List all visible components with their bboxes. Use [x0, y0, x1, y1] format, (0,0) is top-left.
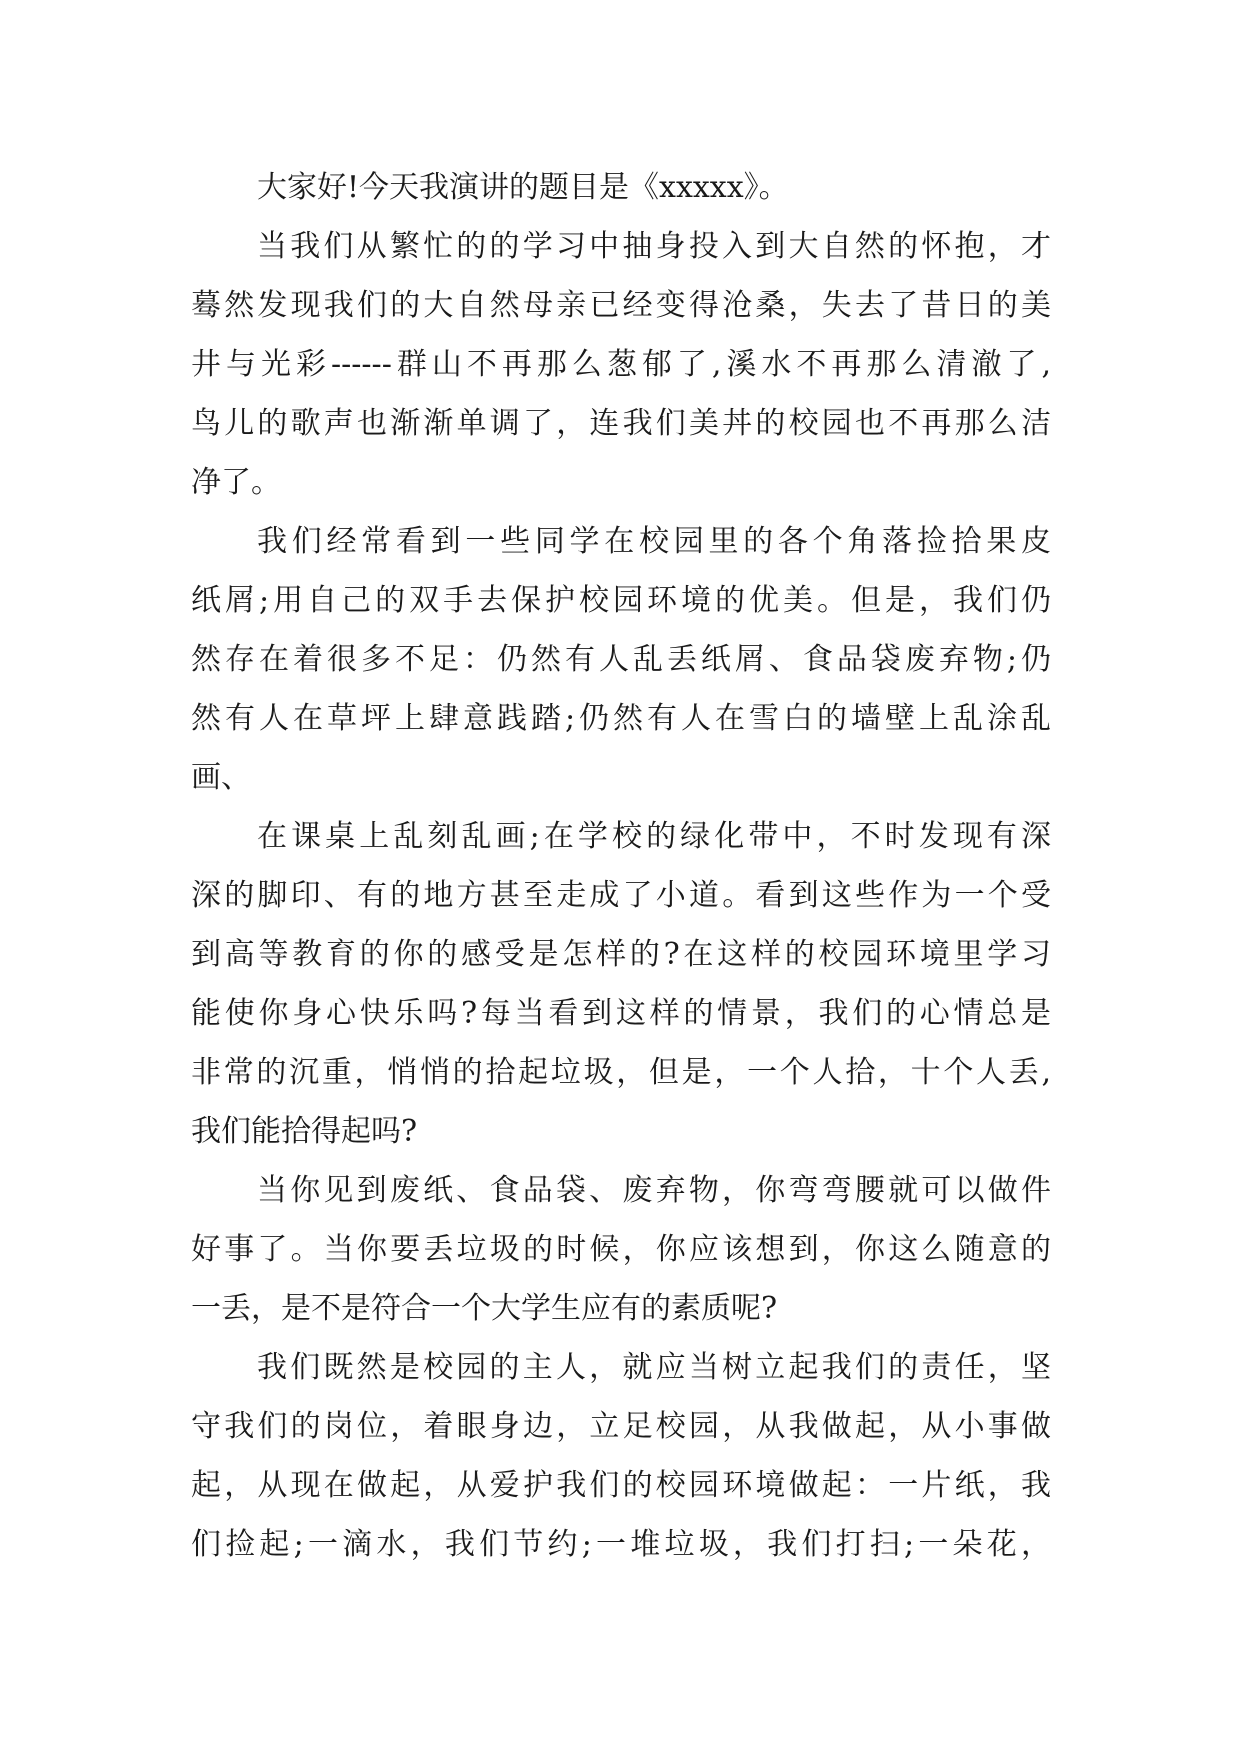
paragraph-2-line-3: 井与光彩------群山不再那么葱郁了,溪水不再那么清澈了, — [191, 347, 1051, 382]
paragraph-4-line-1: 在课桌上乱刻乱画;在学校的绿化带中，不时发现有深 — [257, 819, 1051, 854]
paragraph-6-line-2: 守我们的岗位，着眼身边，立足校园，从我做起，从小事做 — [191, 1409, 1051, 1444]
paragraph-4-line-4: 能使你身心快乐吗?每当看到这样的情景，我们的心情总是 — [191, 996, 1051, 1031]
paragraph-2-line-4: 鸟儿的歌声也渐渐单调了，连我们美丼的校园也不再那么洁 — [191, 406, 1051, 441]
paragraph-6-line-3: 起，从现在做起，从爱护我们的校园环境做起：一片纸，我 — [191, 1468, 1051, 1503]
paragraph-4-line-3: 到高等教育的你的感受是怎样的?在这样的校园环境里学习 — [191, 937, 1051, 972]
paragraph-2-line-5: 净了。 — [191, 465, 281, 500]
paragraph-6-line-1: 我们既然是校园的主人，就应当树立起我们的责任，坚 — [257, 1350, 1051, 1385]
paragraph-3-line-4: 然有人在草坪上肆意践踏;仍然有人在雪白的墙壁上乱涂乱 — [191, 701, 1051, 736]
paragraph-3-line-5: 画、 — [191, 760, 251, 795]
paragraph-3-line-1: 我们经常看到一些同学在校园里的各个角落捡拾果皮 — [257, 524, 1051, 559]
paragraph-6-line-4: 们捡起;一滴水，我们节约;一堆垃圾，我们打扫;一朵花， — [191, 1527, 1051, 1562]
paragraph-3-line-3: 然存在着很多不足：仍然有人乱丢纸屑、食品袋废弃物;仍 — [191, 642, 1051, 677]
paragraph-3-line-2: 纸屑;用自己的双手去保护校园环境的优美。但是，我们仍 — [191, 583, 1051, 618]
paragraph-2-line-1: 当我们从繁忙的的学习中抽身投入到大自然的怀抱，才 — [257, 229, 1051, 264]
paragraph-4-line-6: 我们能拾得起吗? — [191, 1114, 418, 1149]
paragraph-5-line-2: 好事了。当你要丢垃圾的时候，你应该想到，你这么随意的 — [191, 1232, 1051, 1267]
paragraph-5-line-3: 一丢，是不是符合一个大学生应有的素质呢? — [191, 1291, 778, 1326]
paragraph-2-line-2: 蓦然发现我们的大自然母亲已经变得沧桑，失去了昔日的美 — [191, 288, 1051, 323]
paragraph-1-line-1: 大家好!今天我演讲的题目是《xxxxx》。 — [257, 170, 789, 205]
paragraph-4-line-2: 深的脚印、有的地方甚至走成了小道。看到这些作为一个受 — [191, 878, 1051, 913]
paragraph-4-line-5: 非常的沉重，悄悄的拾起垃圾，但是，一个人拾，十个人丢, — [191, 1055, 1051, 1090]
paragraph-5-line-1: 当你见到废纸、食品袋、废弃物，你弯弯腰就可以做件 — [257, 1173, 1051, 1208]
